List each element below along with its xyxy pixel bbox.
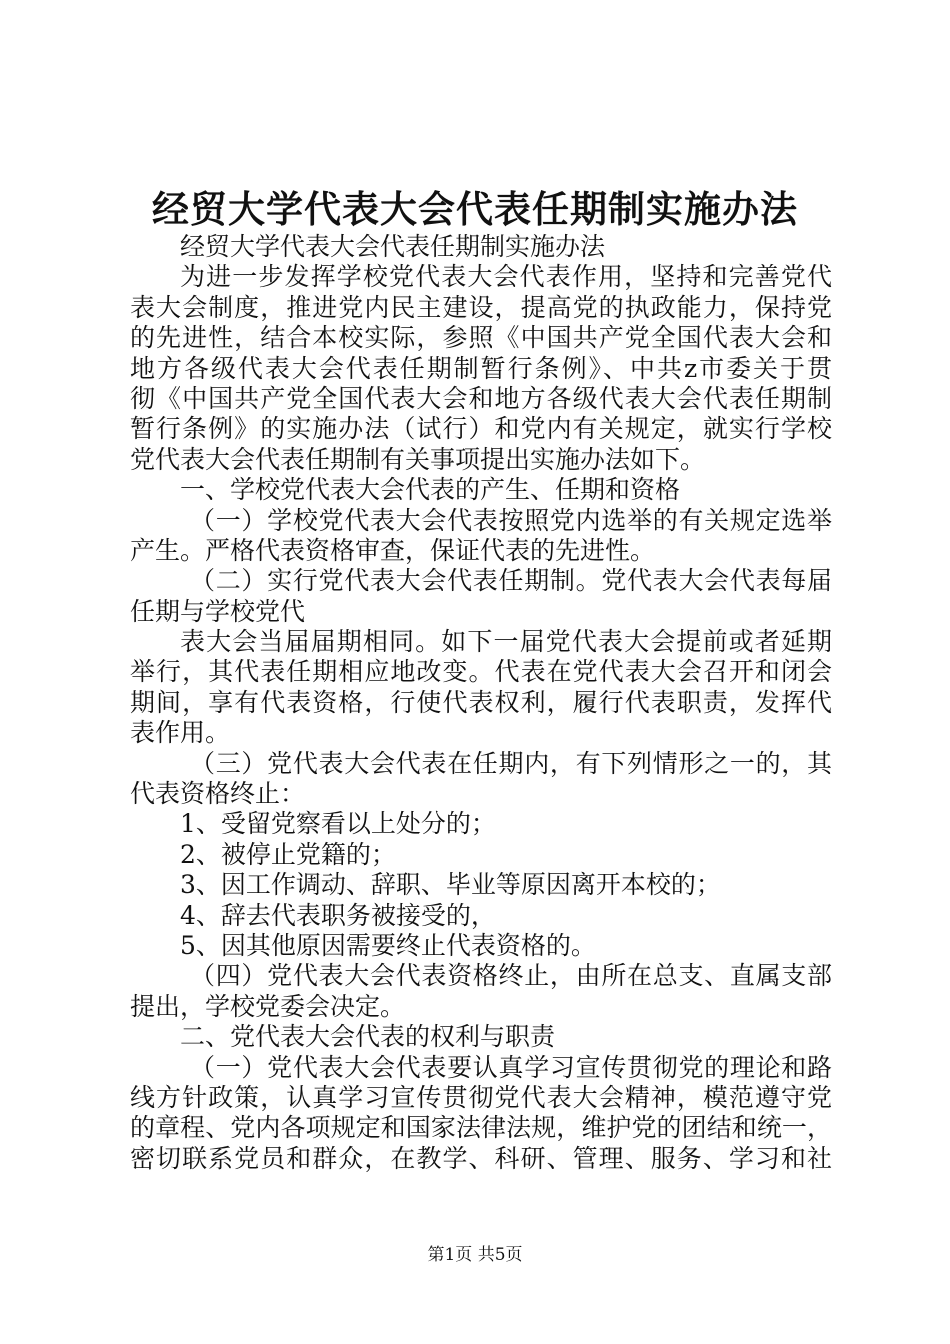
paragraph-line: 表大会当届届期相同。如下一届党代表大会提前或者延期 (180, 627, 832, 657)
section-heading: 二、党代表大会代表的权利与职责 (180, 1022, 556, 1052)
document-title: 经贸大学代表大会代表任期制实施办法 (152, 187, 798, 231)
paragraph-line: 期间，享有代表资格，行使代表权利，履行代表职责，发挥代 (130, 687, 832, 717)
paragraph-line: 经贸大学代表大会代表任期制实施办法 (180, 232, 606, 261)
list-item: 5、因其他原因需要终止代表资格的。 (180, 930, 596, 960)
paragraph-line: （一）学校党代表大会代表按照党内选举的有关规定选举 (190, 505, 832, 535)
paragraph-line: 表作用。 (130, 718, 231, 748)
paragraph-line: 的先进性，结合本校实际，参照《中国共产党全国代表大会和 (130, 323, 832, 353)
section-heading: 一、学校党代表大会代表的产生、任期和资格 (180, 475, 681, 505)
page-number: 第1页 共5页 (427, 1245, 523, 1265)
paragraph-line: 线方针政策，认真学习宣传贯彻党代表大会精神，模范遵守党 (130, 1082, 832, 1112)
list-item: 4、辞去代表职务被接受的， (180, 900, 496, 930)
paragraph-line: 彻《中国共产党全国代表大会和地方各级代表大会代表任期制 (130, 383, 832, 413)
paragraph-line: 代表资格终止： (130, 779, 306, 809)
paragraph-line: 党代表大会代表任期制有关事项提出实施办法如下。 (130, 444, 706, 474)
document-body (130, 232, 832, 1174)
paragraph-line: （三）党代表大会代表在任期内，有下列情形之一的，其 (190, 748, 832, 778)
paragraph-line: 为进一步发挥学校党代表大会代表作用，坚持和完善党代 (180, 262, 832, 292)
paragraph-line: 的章程、党内各项规定和国家法律法规，维护党的团结和统一， (130, 1113, 832, 1143)
paragraph-line: 地方各级代表大会代表任期制暂行条例》、中共z市委关于贯 (130, 353, 832, 383)
paragraph-line: （四）党代表大会代表资格终止，由所在总支、直属支部 (190, 961, 832, 991)
paragraph-line: （二）实行党代表大会代表任期制。党代表大会代表每届 (190, 566, 832, 596)
paragraph-line: 任期与学校党代 (130, 596, 306, 626)
paragraph-line: （一）党代表大会代表要认真学习宣传贯彻党的理论和路 (190, 1052, 832, 1082)
paragraph-line: 产生。严格代表资格审查，保证代表的先进性。 (130, 535, 656, 565)
paragraph-line: 表大会制度，推进党内民主建设，提高党的执政能力，保持党 (130, 292, 832, 322)
paragraph-line: 密切联系党员和群众，在教学、科研、管理、服务、学习和社 (130, 1143, 832, 1173)
paragraph-line: 提出，学校党委会决定。 (130, 991, 406, 1021)
paragraph-line: 暂行条例》的实施办法（试行）和党内有关规定，就实行学校 (130, 414, 832, 444)
list-item: 3、因工作调动、辞职、毕业等原因离开本校的； (180, 870, 721, 900)
list-item: 1、受留党察看以上处分的； (180, 809, 496, 839)
paragraph-line: 举行，其代表任期相应地改变。代表在党代表大会召开和闭会 (130, 657, 832, 687)
list-item: 2、被停止党籍的； (180, 839, 396, 869)
